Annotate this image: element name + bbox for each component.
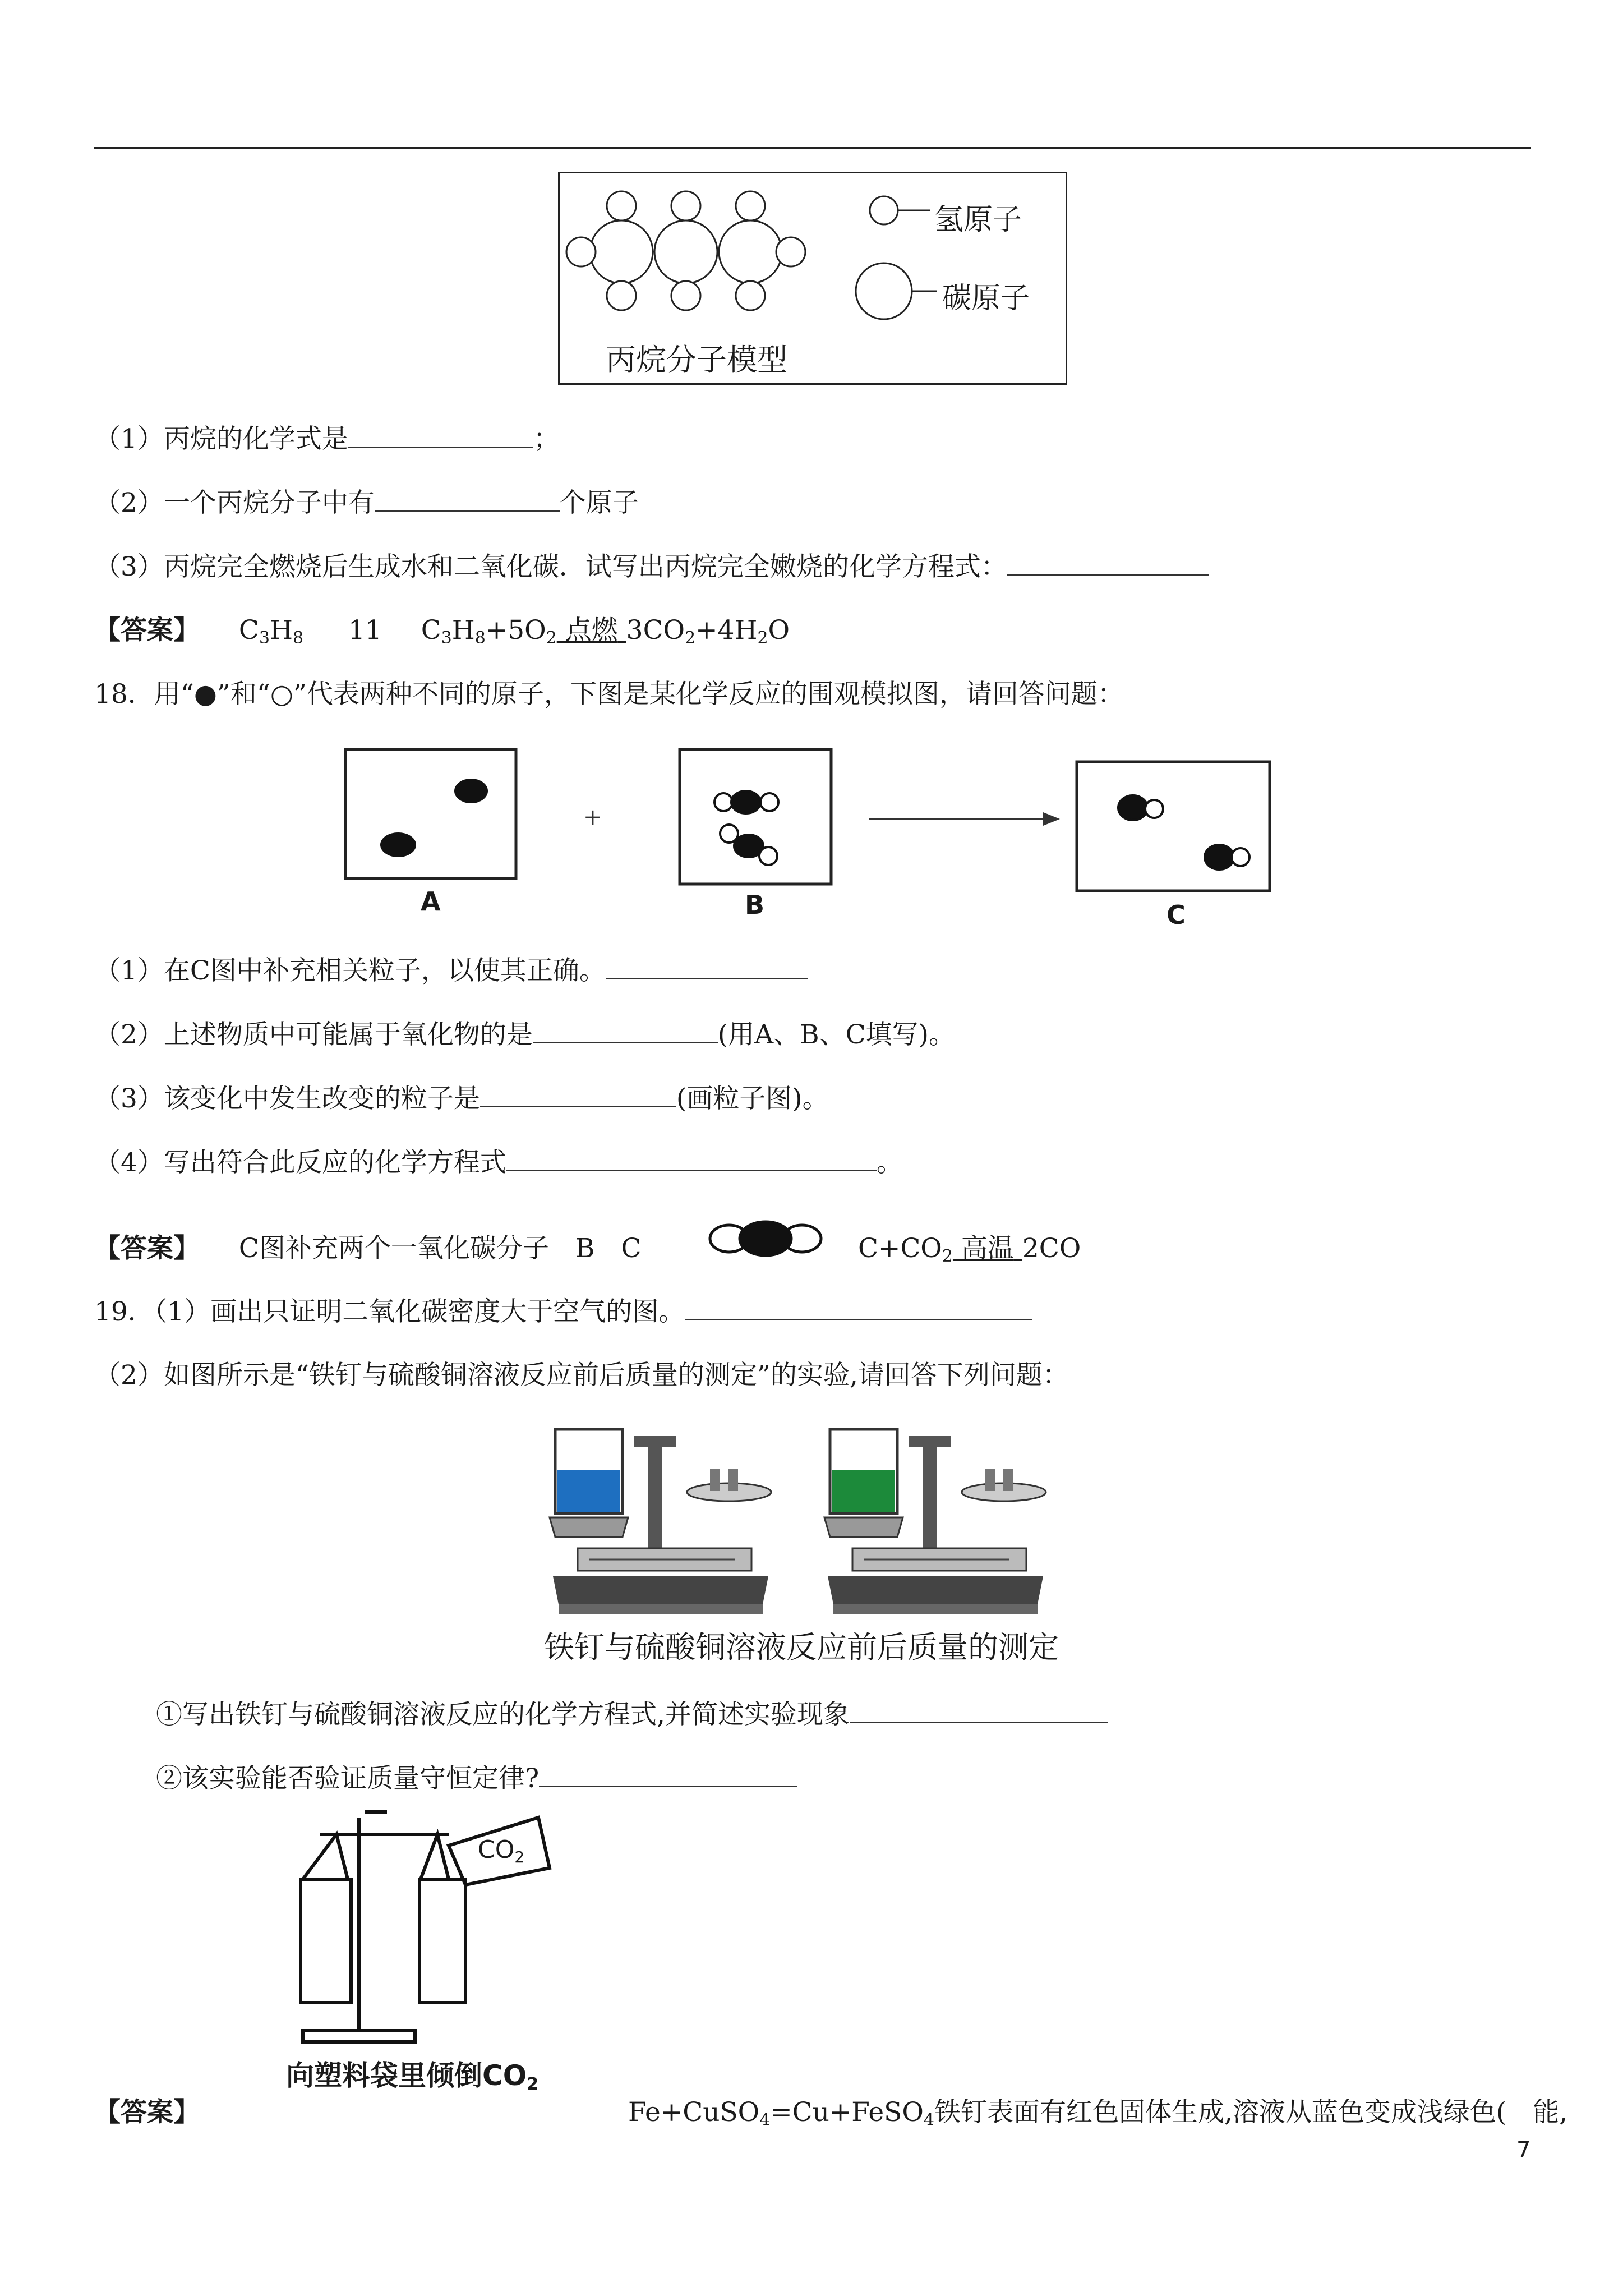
legend-hydrogen-atom <box>870 196 898 224</box>
carbon-atom <box>719 220 782 283</box>
white-atom <box>1145 800 1163 818</box>
plus-sign: + <box>583 804 602 830</box>
box-a <box>345 749 516 878</box>
hydrogen-atom <box>607 191 636 220</box>
white-atom <box>759 847 777 865</box>
hydrogen-atom <box>736 191 765 220</box>
propane-figure-caption: 丙烷分子模型 <box>606 342 787 378</box>
propane-q2: （2）一个丙烷分子中有 个原子 <box>94 486 639 520</box>
balance-figure <box>544 1425 1077 1666</box>
q18-answer: 【答案】 C图补充两个一氧化碳分子 B C <box>94 1233 642 1264</box>
white-atom <box>1232 848 1249 866</box>
q19-s1: 19．（1）画出只证明二氧化碳密度大于空气的图。 <box>94 1295 1032 1329</box>
page-number: 7 <box>1516 2137 1531 2163</box>
answer-label: 【答案】 <box>94 1233 200 1264</box>
black-atom <box>731 791 760 813</box>
hydrogen-atom <box>607 281 636 310</box>
propane-q1: （1）丙烷的化学式是 ； <box>94 422 560 456</box>
white-atom <box>714 793 732 811</box>
hydrogen-atom <box>736 281 765 310</box>
hydrogen-atom <box>671 191 700 220</box>
q18-s2: （2）上述物质中可能属于氧化物的是 (用A、B、C填写)。 <box>94 1018 955 1052</box>
q18-s1: （1）在C图中补充相关粒子，以使其正确。 <box>94 954 808 988</box>
co-molecule-drawing <box>701 1216 830 1261</box>
propane-model-figure <box>558 172 1067 385</box>
q18-s4: （4）写出符合此反应的化学方程式 。 <box>94 1145 903 1180</box>
balance-caption: 铁钉与硫酸铜溶液反应前后质量的测定 <box>544 1630 1059 1665</box>
q19-answer-label: 【答案】 <box>94 2097 200 2128</box>
q19-answer: Fe+CuSO$_4$=Cu+FeSO$_4$铁钉表面有红色固体生成,溶液从蓝色变成浅绿色( 能, <box>628 2097 1568 2130</box>
q19-sub2: ②该实验能否验证质量守恒定律? <box>156 1761 797 1796</box>
reaction-figure <box>336 746 1279 937</box>
q19-sub1: ①写出铁钉与硫酸铜溶液反应的化学方程式,并简述实验现象 <box>156 1697 1108 1732</box>
q19-s2: （2）如图所示是“铁钉与硫酸铜溶液反应前后质量的测定”的实验,请回答下列问题： <box>94 1360 1069 1391</box>
black-atom <box>1205 845 1234 869</box>
co2-label: $CO_2$ <box>478 1835 525 1866</box>
white-atom <box>760 793 778 811</box>
balance-before <box>550 1429 771 1614</box>
black-atom <box>1118 795 1147 820</box>
carbon-atom <box>654 220 717 283</box>
pour-caption: 向塑料袋里倾倒$CO_2$ <box>286 2059 539 2094</box>
answer-label: 【答案】 <box>94 615 200 646</box>
black-atom <box>454 779 488 803</box>
legend-carbon-atom <box>856 263 912 319</box>
label-c: C <box>1166 900 1186 930</box>
legend-carbon-label: 碳原子 <box>942 282 1030 315</box>
box-b <box>680 749 831 884</box>
header-rule <box>94 147 1531 149</box>
co2-pouring-figure <box>280 1795 572 2109</box>
hydrogen-atom <box>776 237 805 266</box>
balance-after <box>824 1429 1046 1614</box>
label-b: B <box>745 890 765 920</box>
label-a: A <box>421 886 441 917</box>
legend-hydrogen-label: 氢原子 <box>934 203 1022 237</box>
carbon-atom <box>590 220 653 283</box>
q18-answer-equation: $C+CO_2$ 高温 2CO <box>858 1233 1081 1266</box>
q18-stem: 18．用“●”和“○”代表两种不同的原子，下图是某化学反应的围观模拟图，请回答问题： <box>94 679 1124 710</box>
box-c <box>1077 762 1270 891</box>
propane-answer: 【答案】 $C_3H_8$ 11 $C_3H_8+5O_2$ 点燃 $3CO_2+4H_2O$ <box>94 615 790 648</box>
hydrogen-atom <box>671 281 700 310</box>
hydrogen-atom <box>566 237 596 266</box>
propane-q3: （3）丙烷完全燃烧后生成水和二氧化碳．试写出丙烷完全嫩烧的化学方程式： <box>94 550 1209 584</box>
q18-s3: （3）该变化中发生改变的粒子是 (画粒子图)。 <box>94 1082 829 1116</box>
black-atom <box>380 832 416 857</box>
